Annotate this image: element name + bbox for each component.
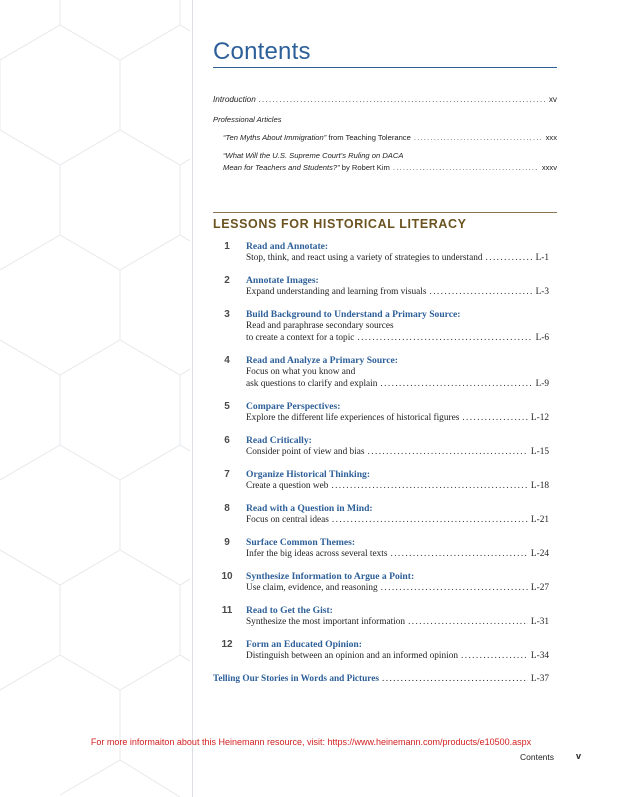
lesson-title[interactable]: Read Critically: — [246, 435, 312, 446]
section-heading: LESSONS FOR HISTORICAL LITERACY — [213, 217, 467, 231]
lesson-page: L-18 — [530, 481, 549, 491]
lesson-description: Distinguish between an opinion and an informed opinion — [246, 651, 458, 661]
lesson-title[interactable]: Surface Common Themes: — [246, 537, 356, 548]
lesson-line — [246, 447, 549, 457]
lesson-description: ask questions to clarify and explain — [246, 379, 378, 389]
lesson-page: L-12 — [530, 413, 549, 423]
lesson-page: L-34 — [530, 651, 549, 661]
footer-page-number: v — [576, 751, 582, 761]
section-rule — [213, 212, 557, 213]
article-source: from Teaching Tolerance — [326, 133, 411, 142]
lesson-description: Explore the different life experiences of historical figures — [246, 413, 460, 423]
lesson-title[interactable]: Organize Historical Thinking: — [246, 469, 371, 480]
lesson-description: Stop, think, and react using a variety of strategies to understand — [246, 253, 483, 263]
lesson-title[interactable]: Read and Annotate: — [246, 241, 329, 252]
lesson-description: Focus on what you know and — [246, 367, 356, 377]
lesson-description: Consider point of view and bias — [246, 447, 365, 457]
leader-dots — [486, 253, 533, 263]
lesson-number: 6 — [224, 435, 230, 446]
lesson-number: 2 — [224, 275, 230, 286]
leader-dots — [461, 651, 528, 661]
lesson-title[interactable]: Synthesize Information to Argue a Point: — [246, 571, 415, 582]
leader-dots — [414, 133, 543, 142]
leader-dots — [462, 413, 528, 423]
footer-section-label: Contents — [520, 752, 555, 762]
lesson-line — [246, 253, 549, 263]
lesson-line — [246, 583, 549, 593]
lesson-line — [246, 549, 549, 559]
lesson-page: L-27 — [530, 583, 549, 593]
lesson-description: Focus on central ideas — [246, 515, 329, 525]
closing-title[interactable]: Telling Our Stories in Words and Pictures — [213, 674, 379, 684]
lesson-description: Create a question web — [246, 481, 329, 491]
lesson-page: L-6 — [535, 333, 549, 343]
toc-entry-page: xv — [548, 95, 557, 104]
lesson-page: L-31 — [530, 617, 549, 627]
lesson-title[interactable]: Form an Educated Opinion: — [246, 639, 362, 650]
lesson-number: 7 — [224, 469, 230, 480]
lesson-line — [246, 481, 549, 491]
lesson-page: L-21 — [530, 515, 549, 525]
lesson-page: L-3 — [535, 287, 549, 297]
lesson-description: Use claim, evidence, and reasoning — [246, 583, 378, 593]
leader-dots — [429, 287, 532, 297]
article-title: Mean for Teachers and Students?” — [223, 163, 340, 172]
toc-entry-label: Introduction — [213, 95, 256, 104]
lesson-number: 4 — [224, 355, 230, 366]
closing-page: L-37 — [530, 674, 549, 684]
toc-entry-page: xxxv — [541, 163, 557, 172]
article-title: “Ten Myths About Immigration” — [223, 133, 327, 142]
lesson-number: 1 — [224, 241, 230, 252]
lesson-number: 10 — [221, 571, 233, 582]
lesson-line — [246, 617, 549, 627]
lesson-title[interactable]: Read to Get the Gist: — [246, 605, 333, 616]
lesson-number: 9 — [224, 537, 230, 548]
toc-entry-article[interactable] — [223, 163, 557, 172]
page-title: Contents — [213, 38, 311, 65]
lesson-line — [246, 515, 549, 525]
lesson-page: L-1 — [535, 253, 549, 263]
lesson-description: Synthesize the most important information — [246, 617, 406, 627]
leader-dots — [331, 481, 528, 491]
lesson-page: L-9 — [535, 379, 549, 389]
lesson-title[interactable]: Compare Perspectives: — [246, 401, 341, 412]
toc-entry-article[interactable] — [223, 133, 557, 142]
leader-dots — [382, 674, 528, 684]
leader-dots — [332, 515, 528, 525]
lesson-line — [246, 379, 549, 389]
resource-link-note[interactable]: For more informaiton about this Heinemann resource, visit: https://www.heinemann.com/products/e10500.aspx — [90, 737, 532, 747]
lesson-description: Expand understanding and learning from visuals — [246, 287, 427, 297]
lesson-line — [246, 651, 549, 661]
professional-articles-heading: Professional Articles — [213, 115, 282, 124]
leader-dots — [393, 163, 539, 172]
leader-dots — [408, 617, 528, 627]
leader-dots — [390, 549, 527, 559]
lesson-number: 3 — [224, 309, 230, 320]
leader-dots — [380, 379, 532, 389]
lesson-description: to create a context for a topic — [246, 333, 355, 343]
article-title-line: “What Will the U.S. Supreme Court’s Ruling on DACA — [223, 151, 404, 160]
toc-entry-introduction[interactable] — [213, 95, 557, 104]
lesson-description: Read and paraphrase secondary sources — [246, 321, 394, 331]
leader-dots — [259, 95, 546, 104]
hexagon-background-pattern — [0, 0, 190, 797]
leader-dots — [381, 583, 528, 593]
lesson-number: 12 — [221, 639, 233, 650]
lesson-number: 11 — [221, 605, 233, 616]
lesson-line — [246, 287, 549, 297]
lesson-number: 5 — [224, 401, 230, 412]
title-rule — [213, 67, 557, 68]
toc-entry-closing[interactable] — [213, 674, 549, 684]
lesson-line — [246, 333, 549, 343]
vertical-divider — [192, 0, 193, 797]
lesson-title[interactable]: Annotate Images: — [246, 275, 319, 286]
article-author: by Robert Kim — [339, 163, 390, 172]
toc-entry-page: xxx — [545, 133, 557, 142]
lesson-page: L-15 — [530, 447, 549, 457]
lesson-description: Infer the big ideas across several texts — [246, 549, 388, 559]
lesson-title[interactable]: Build Background to Understand a Primary Source: — [246, 309, 461, 320]
lesson-line — [246, 413, 549, 423]
lesson-page: L-24 — [530, 549, 549, 559]
lesson-title[interactable]: Read with a Question in Mind: — [246, 503, 373, 514]
lesson-number: 8 — [224, 503, 230, 514]
leader-dots — [368, 447, 528, 457]
leader-dots — [357, 333, 532, 343]
lesson-title[interactable]: Read and Analyze a Primary Source: — [246, 355, 398, 366]
